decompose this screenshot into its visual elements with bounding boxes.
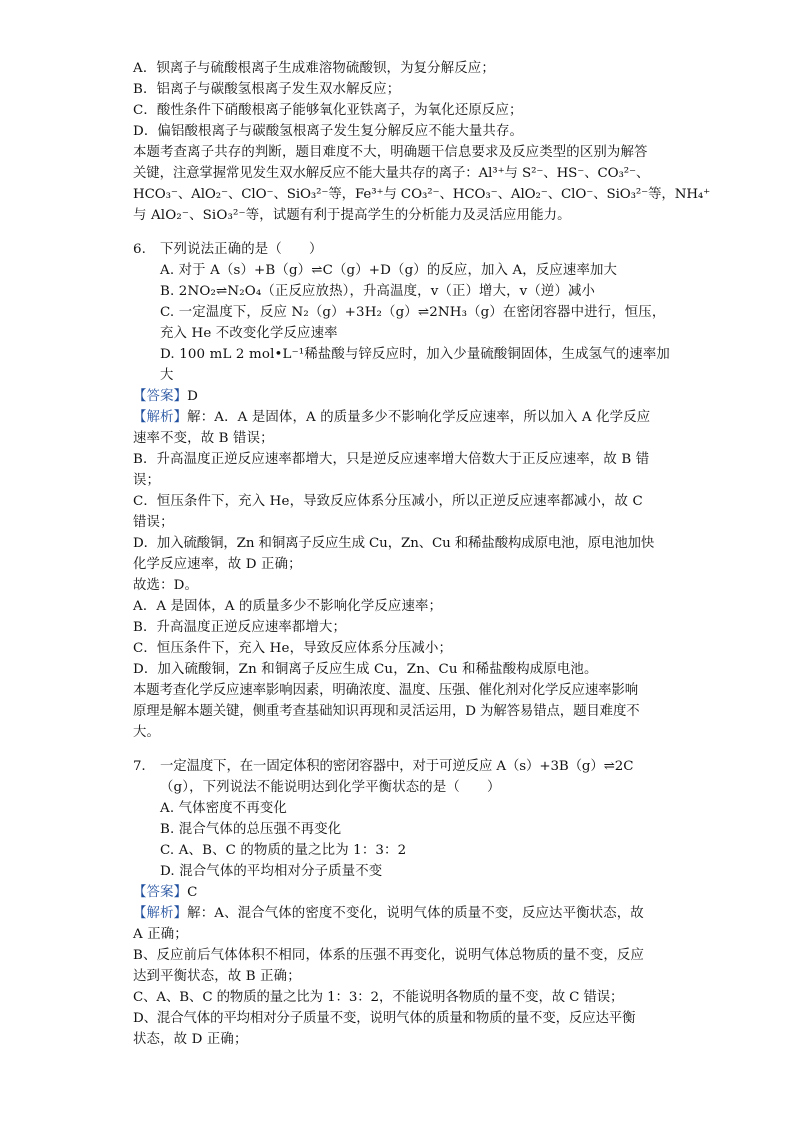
previous-explanation [133,58,711,226]
text-line: 误； [133,473,161,488]
answer-value: C [187,885,198,900]
option-d: D. 100 mL 2 mol•L⁻¹稀盐酸与锌反应时，加入少量硫酸铜固体，生成氢气的速率加 [160,347,670,362]
text-line: D．加入硫酸铜，Zn 和铜离子反应生成 Cu，Zn、Cu 和稀盐酸构成原电池。 [133,662,598,677]
analysis-line [133,903,663,924]
text-line: 错误； [133,515,174,530]
option-a: A. 对于 A（s）+B（g）⇌C（g）+D（g）的反应，加入 A，反应速率加大 [160,263,618,278]
text-line: B．升高温度正逆反应速率都增大； [133,620,347,635]
analysis-tag: 【解析】 [133,906,188,921]
text-line: 与 AlO₂⁻、SiO₃²⁻等，试题有利于提高学生的分析能力及灵活应用能力。 [133,208,571,223]
analysis-tag: 【解析】 [133,410,188,425]
text-line: A．钡离子与硫酸根离子生成难溶物硫酸钡，为复分解反应； [133,61,495,76]
text-line: D、混合气体的平均相对分子质量不变，说明气体的质量和物质的量不变，反应达平衡 [133,1011,636,1026]
analysis-text: 解：A、混合气体的密度不变化，说明气体的质量不变，反应达平衡状态，故 [187,906,644,921]
answer-value: D [187,389,199,404]
option-a: A. 气体密度不再变化 [160,801,287,816]
answer-line [133,882,663,903]
text-line: A．A 是固体，A 的质量多少不影响化学反应速率； [133,599,443,614]
text-line: C．酸性条件下硝酸根离子能够氧化亚铁离子，为氧化还原反应； [133,103,523,118]
question-number: 7. [133,759,146,774]
text-line: 关键，注意掌握常见发生双水解反应不能大量共存的离子：Al³⁺与 S²⁻、HS⁻、CO₃²⁻、 [133,166,650,181]
question-number: 6. [133,242,147,257]
question-stem-cont: （g），下列说法不能说明达到化学平衡状态的是（ ） [160,780,501,795]
text-line: D．加入硫酸铜，Zn 和铜离子反应生成 Cu，Zn、Cu 和稀盐酸构成原电池，原电池加快 [133,536,655,551]
document-page [133,58,711,1050]
text-line: C、A、B、C 的物质的量之比为 1：3：2，不能说明各物质的量不变，故 C 错误； [133,990,624,1005]
question-7 [133,756,663,1050]
question-6 [133,239,670,743]
question-stem [133,756,663,777]
text-line: 故选：D。 [133,578,199,593]
answer-tag: 【答案】 [133,389,188,404]
text-line: 原理是解本题关键，侧重考查基础知识再现和灵活运用，D 为解答易错点，题目难度不 [133,704,640,719]
text-line: 本题考查离子共存的判断，题目难度不大，明确题干信息要求及反应类型的区别为解答 [133,145,648,160]
text-line: 大。 [133,725,161,740]
text-line: 速率不变，故 B 错误； [133,431,274,446]
option-c: C. 一定温度下，反应 N₂（g）+3H₂（g）⇌2NH₃（g）在密闭容器中进行，恒压， [160,305,666,320]
text-line: 化学反应速率，故 D 正确； [133,557,302,572]
option-c-cont: 充入 He 不改变化学反应速率 [160,326,338,341]
text-line: C．恒压条件下，充入 He，导致反应体系分压减小； [133,641,453,656]
text-line: 状态，故 D 正确； [133,1032,248,1047]
analysis-line [133,407,663,428]
text-line: D．偏铝酸根离子与碳酸氢根离子发生复分解反应不能大量共存。 [133,124,524,139]
text-line: B、反应前后气体体积不相同，体系的压强不再变化，说明气体总物质的量不变，反应 [133,948,644,963]
text-line: B．铝离子与碳酸氢根离子发生双水解反应； [133,82,401,97]
text-line: B．升高温度正逆反应速率都增大，只是逆反应速率增大倍数大于正反应速率，故 B 错 [133,452,650,467]
text-line: HCO₃⁻、AlO₂⁻、ClO⁻、SiO₃²⁻等，Fe³⁺与 CO₃²⁻、HCO₃⁻、AlO₂⁻、ClO⁻、SiO₃²⁻等，NH₄⁺ [133,187,711,202]
text-line: 本题考查化学反应速率影响因素，明确浓度、温度、压强、催化剂对化学反应速率影响 [133,683,639,698]
text-line: A 正确； [133,927,188,942]
text-line: 达到平衡状态，故 B 正确； [133,969,301,984]
option-b: B. 2NO₂⇌N₂O₄（正反应放热），升高温度，v（正）增大，v（逆）减小 [160,284,596,299]
question-text: 下列说法正确的是（ ） [160,242,323,257]
option-b: B. 混合气体的总压强不再变化 [160,822,342,837]
answer-tag: 【答案】 [133,885,188,900]
answer-line [133,386,663,407]
option-c: C. A、B、C 的物质的量之比为 1：3：2 [160,843,407,858]
option-d-cont: 大 [160,368,174,383]
text-line: C．恒压条件下，充入 He，导致反应体系分压减小，所以正逆反应速率都减小，故 C [133,494,643,509]
analysis-text: 解：A．A 是固体，A 的质量多少不影响化学反应速率，所以加入 A 化学反应 [187,410,651,425]
option-d: D. 混合气体的平均相对分子质量不变 [160,864,383,879]
question-stem [133,239,663,260]
question-text: 一定温度下，在一固定体积的密闭容器中，对于可逆反应 A（s）+3B（g）⇌2C [160,759,634,774]
